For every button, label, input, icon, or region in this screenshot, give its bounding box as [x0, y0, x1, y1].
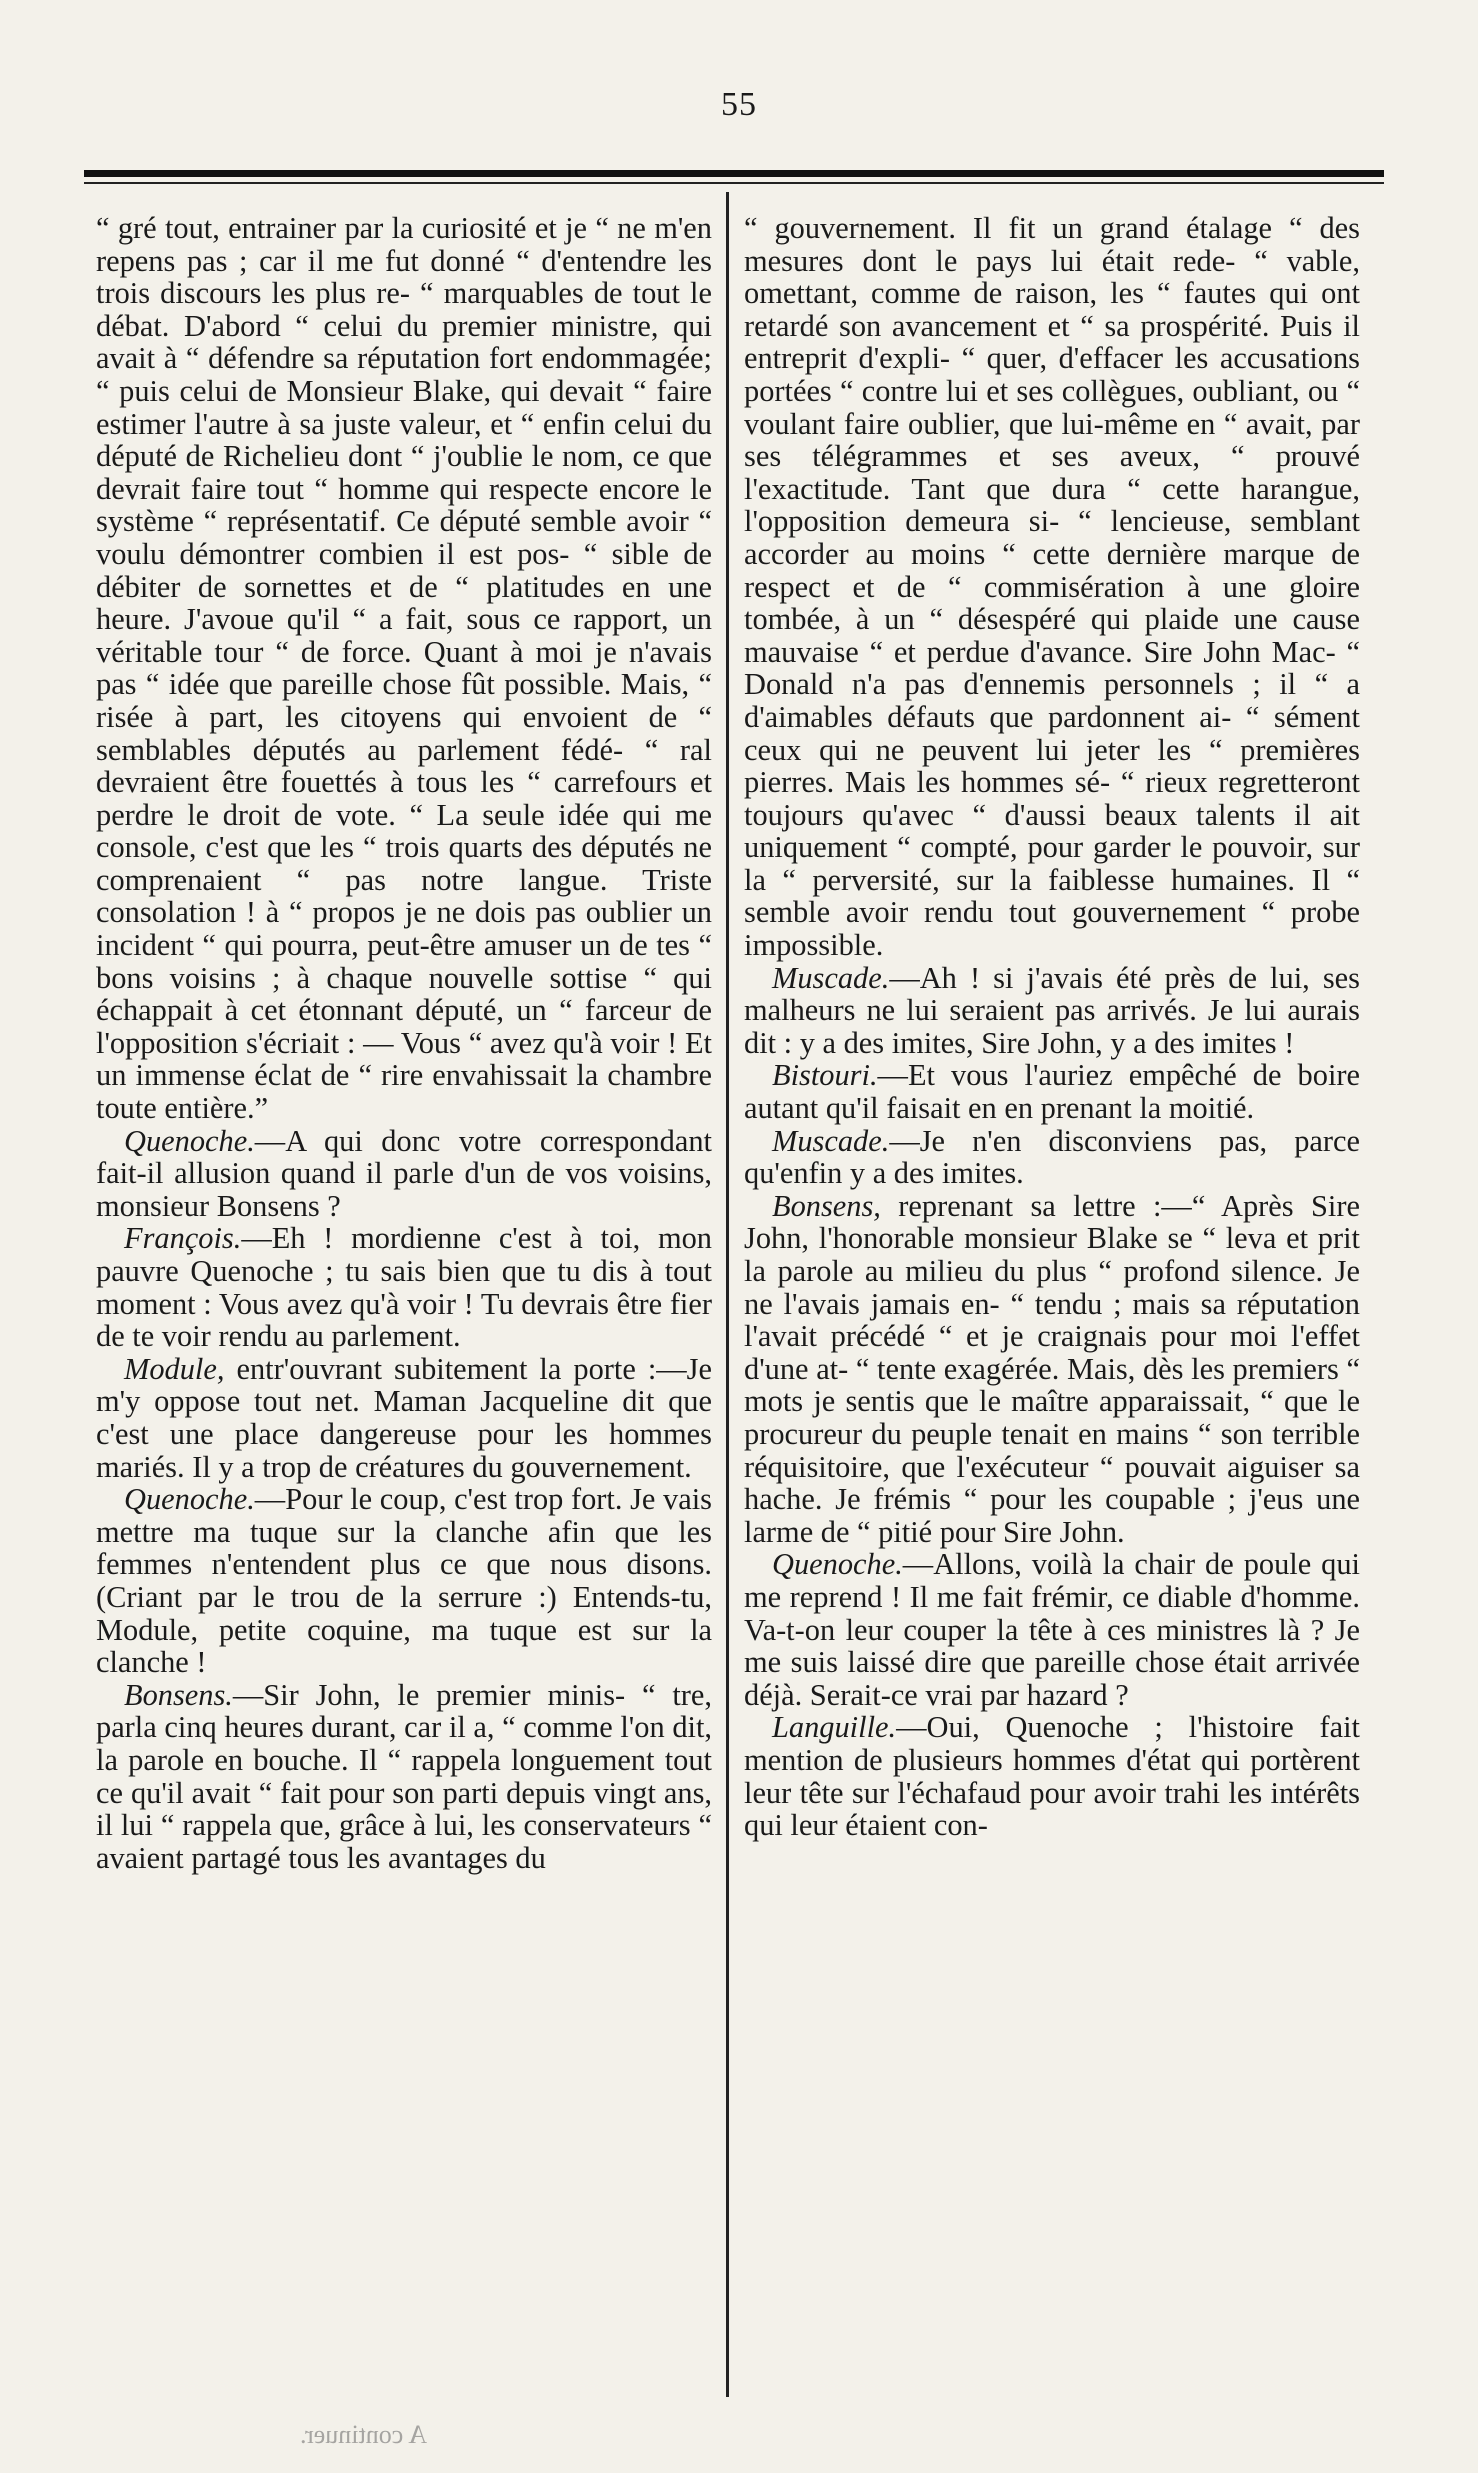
left-column — [96, 212, 712, 1874]
bleed-through-text: A continuer. — [300, 2420, 428, 2449]
dialogue-paragraph: Quenoche.—A qui donc votre correspondant fait-il allusion quand il parle d'un de vos voisins, monsieur Bonsens ? — [96, 1123, 712, 1223]
speaker-name: François. — [124, 1221, 242, 1256]
dialogue-paragraph: François.—Eh ! mordienne c'est à toi, mon pauvre Quenoche ; tu sais bien que tu dis à tout moment : Vous avez qu'à voir ! Tu devrais être fier de te voir rendu au parlement. — [96, 1221, 712, 1354]
dialogue-paragraph: Languille.—Oui, Quenoche ; l'histoire fait mention de plusieurs hommes d'état qui portèrent leur tête sur l'échafaud pour avoir trahi les intérêts qui leur étaient con- — [744, 1710, 1360, 1843]
speaker-name: Quenoche. — [124, 1482, 255, 1517]
speaker-name: Muscade. — [772, 960, 890, 995]
dialogue-paragraph: Bistouri.—Et vous l'auriez empêché de boire autant qu'il faisait en en prenant la moitié. — [744, 1058, 1360, 1126]
speaker-name: Languille. — [772, 1710, 897, 1745]
page-number: 55 — [721, 86, 757, 123]
speaker-name: Bistouri. — [772, 1058, 878, 1093]
column-divider — [726, 192, 729, 2397]
dialogue-paragraph: Bonsens.—Sir John, le premier minis- “ tre, parla cinq heures durant, car il a, “ comme l'on dit, la parole en bouche. Il “ rappela longuement tout ce qu'il avait “ fait pour son parti depuis vingt ans, il lui “ rappela que, grâce à lui, les conservateurs “ avaient partagé tous les avantages du — [96, 1677, 712, 1875]
header-rule-thin — [84, 182, 1384, 184]
dialogue-paragraph: Quenoche.—Allons, voilà la chair de poule qui me reprend ! Il me fait frémir, ce diable d'homme. Va-t-on leur couper la tête à ces ministres là ? Je me suis laissé dire que pareille chose était arrivée déjà. Serait-ce vrai par hazard ? — [744, 1547, 1360, 1712]
quoted-letter-paragraph: “ gré tout, entrainer par la curiosité et je “ ne m'en repens pas ; car il me fut donné “ d'entendre les trois discours les plus re- “ marquables de tout le débat. D'abord “ celui du premier ministre, qui avait à “ défendre sa réputation fort endommagée; “ puis celui de Monsieur Blake, qui devait “ faire estimer l'autre à sa juste valeur, et “ enfin celui du député de Richelieu dont “ j'oublie le nom, ce que devrait faire tout “ homme qui respecte encore le système “ représentatif. Ce député semble avoir “ voulu démontrer combien il est pos- “ sible de débiter de sornettes et de “ platitudes en une heure. J'avoue qu'il “ a fait, sous ce rapport, un véritable tour “ de force. Quant à moi je n'avais pas “ idée que pareille chose fût possible. Mais, “ risée à part, les citoyens qui envoient de “ semblables députés au parlement fédé- “ ral devraient être fouettés à tous les “ carrefours et perdre le droit de vote. “ La seule idée qui me console, c'est que les “ trois quarts des députés ne comprenaient “ pas notre langue. Triste consolation ! à “ propos je ne dois pas oublier un incident “ qui pourra, peut-être amuser un de tes “ bons voisins ; à chaque nouvelle sottise “ qui échappait à cet étonnant député, un “ farceur de l'opposition s'écriait : — Vous “ avez qu'à voir ! Et un immense éclat de “ rire envahissait la chambre toute entière.” — [96, 211, 712, 1126]
speaker-name: Quenoche. — [772, 1547, 903, 1582]
speaker-name: Quenoche. — [124, 1123, 255, 1158]
speaker-name: Bonsens, — [772, 1188, 881, 1223]
dialogue-paragraph: Bonsens, reprenant sa lettre :—“ Après Sire John, l'honorable monsieur Blake se “ leva et prit la parole au milieu du plus “ profond silence. Je ne l'avais jamais en- “ tendu ; mais sa réputation l'avait précédé “ et je craignais pour moi l'effet d'une at- “ tente exagérée. Mais, dès les premiers “ mots je sentis que le maître apparaissait, “ que le procureur du peuple tenait en mains “ son terrible réquisitoire, que l'exécuteur “ pouvait aiguiser sa hache. Je frémis “ pour les coupable ; j'eus une larme de “ pitié pour Sire John. — [744, 1188, 1360, 1549]
speaker-name: Muscade. — [772, 1123, 890, 1158]
right-column — [744, 212, 1360, 1842]
dialogue-paragraph: Quenoche.—Pour le coup, c'est trop fort. Je vais mettre ma tuque sur la clanche afin que les femmes n'entendent plus ce que nous disons. (Criant par le trou de la serrure :) Entends-tu, Module, petite coquine, ma tuque est sur la clanche ! — [96, 1482, 712, 1680]
dialogue-paragraph: Module, entr'ouvrant subitement la porte :—Je m'y oppose tout net. Maman Jacqueline dit que c'est une place dangereuse pour les hommes mariés. Il y a trop de créatures du gouvernement. — [96, 1351, 712, 1484]
dialogue-paragraph: Muscade.—Je n'en disconviens pas, parce qu'enfin y a des imites. — [744, 1123, 1360, 1191]
speaker-name: Module, — [124, 1351, 225, 1386]
speaker-name: Bonsens. — [124, 1677, 233, 1712]
dialogue-paragraph: Muscade.—Ah ! si j'avais été près de lui, ses malheurs ne lui seraient pas arrivés. Je lui aurais dit : y a des imites, Sire John, y a des imites ! — [744, 960, 1360, 1060]
quoted-letter-paragraph: “ gouvernement. Il fit un grand étalage “ des mesures dont le pays lui était rede- “ vable, omettant, comme de raison, les “ fautes qui ont retardé son avancement et “ sa prospérité. Puis il entreprit d'expli- “ quer, d'effacer les accusations portées “ contre lui et ses collègues, oubliant, ou “ voulant faire oublier, que lui-même en “ avait, par ses télégrammes et ses aveux, “ prouvé l'exactitude. Tant que dura “ cette harangue, l'opposition demeura si- “ lencieuse, semblant accorder au moins “ cette dernière marque de respect et de “ commisération à une gloire tombée, à un “ désespéré qui plaide une cause mauvaise “ et perdue d'avance. Sire John Mac- “ Donald n'a pas d'ennemis personnels ; il “ a d'aimables défauts que pardonnent ai- “ sément ceux qui ne peuvent lui jeter les “ premières pierres. Mais les hommes sé- “ rieux regretteront toujours qu'avec “ d'aussi beaux talents il ait uniquement “ compté, pour garder le pouvoir, sur la “ perversité, sur la faiblesse humaines. Il “ semble avoir rendu tout gouvernement “ probe impossible. — [744, 211, 1360, 963]
header-rule — [84, 170, 1384, 177]
